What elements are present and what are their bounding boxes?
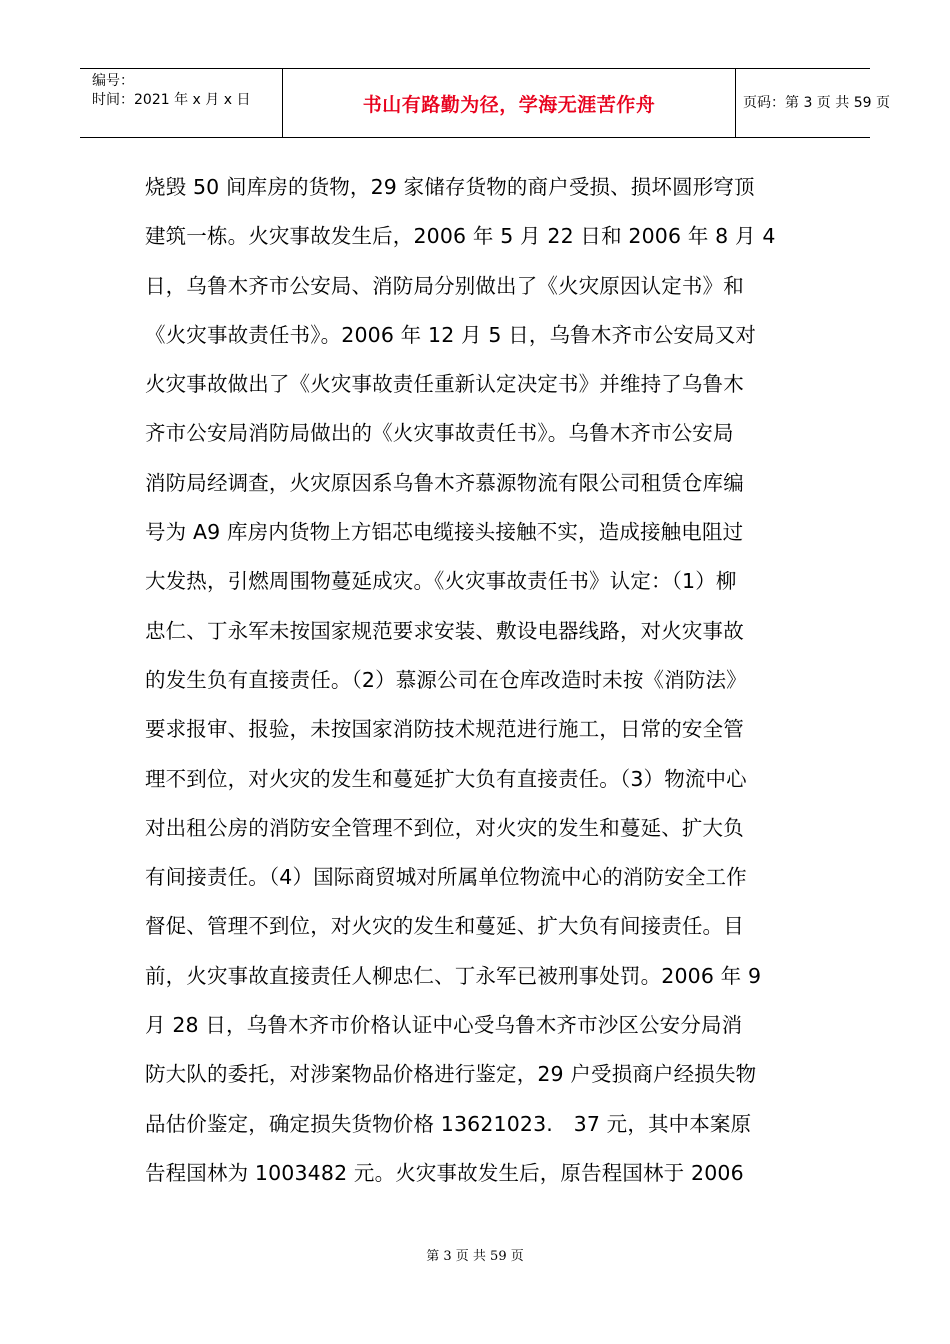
body-line: 烧毁 50 间库房的货物，29 家储存货物的商户受损、损坏圆形穹顶: [145, 175, 755, 199]
body-line: 督促、管理不到位，对火灾的发生和蔓延、扩大负有间接责任。目: [145, 914, 744, 939]
document-body: [145, 163, 820, 1198]
body-line: 对出租公房的消防安全管理不到位，对火灾的发生和蔓延、扩大负: [145, 815, 744, 840]
body-line: 的发生负有直接责任。（2）慕源公司在仓库改造时未按《消防法》: [145, 667, 747, 692]
body-line: 前，火灾事故直接责任人柳忠仁、丁永军已被刑事处罚。2006 年 9: [145, 963, 762, 988]
body-line: 防大队的委托，对涉案物品价格进行鉴定，29 户受损商户经损失物: [145, 1062, 757, 1087]
body-line: 品估价鉴定，确定损失货物价格 13621023. 37 元，其中本案原: [145, 1111, 752, 1136]
body-line: 理不到位，对火灾的发生和蔓延扩大负有直接责任。（3）物流中心: [145, 766, 747, 791]
body-line: 火灾事故做出了《火灾事故责任重新认定决定书》并维持了乌鲁木: [145, 372, 744, 397]
document-date-label: 时间：2021 年 x 月 x 日: [92, 92, 251, 108]
header-motto: 书山有路勤为径，学海无涯苦作舟: [362, 94, 656, 116]
body-line: 齐市公安局消防局做出的《火灾事故责任书》。乌鲁木齐市公安局: [145, 421, 734, 446]
body-line: 要求报审、报验，未按国家消防技术规范进行施工，日常的安全管: [145, 717, 744, 742]
header-page-info: 页码：第 3 页 共 59 页: [743, 95, 890, 111]
body-line: 月 28 日，乌鲁木齐市价格认证中心受乌鲁木齐市沙区公安分局消: [145, 1013, 743, 1038]
header-page-cell: [735, 69, 890, 137]
body-line: 有间接责任。（4）国际商贸城对所属单位物流中心的消防安全工作: [145, 865, 747, 890]
body-line: 消防局经调查，火灾原因系乌鲁木齐慕源物流有限公司租赁仓库编: [145, 470, 744, 495]
body-line: 告程国林为 1003482 元。火灾事故发生后，原告程国林于 2006: [145, 1160, 744, 1185]
page-footer: 第 3 页 共 59 页: [426, 1249, 524, 1264]
body-line: 《火灾事故责任书》。2006 年 12 月 5 日，乌鲁木齐市公安局又对: [145, 322, 757, 347]
body-line: 日，乌鲁木齐市公安局、消防局分别做出了《火灾原因认定书》和: [145, 273, 744, 298]
body-line: 大发热，引燃周围物蔓延成灾。《火灾事故责任书》认定：（1）柳: [145, 569, 737, 594]
body-line: 忠仁、丁永军未按国家规范要求安装、敷设电器线路，对火灾事故: [145, 618, 744, 643]
body-line: 号为 A9 库房内货物上方铝芯电缆接头接触不实，造成接触电阻过: [145, 520, 744, 545]
body-line: 建筑一栋。火灾事故发生后，2006 年 5 月 22 日和 2006 年 8 月 4: [145, 224, 776, 249]
header-meta-cell: [80, 69, 282, 137]
header-motto-cell: [282, 69, 736, 137]
page-header: [80, 68, 890, 138]
document-number-label: 编号：: [92, 73, 134, 89]
